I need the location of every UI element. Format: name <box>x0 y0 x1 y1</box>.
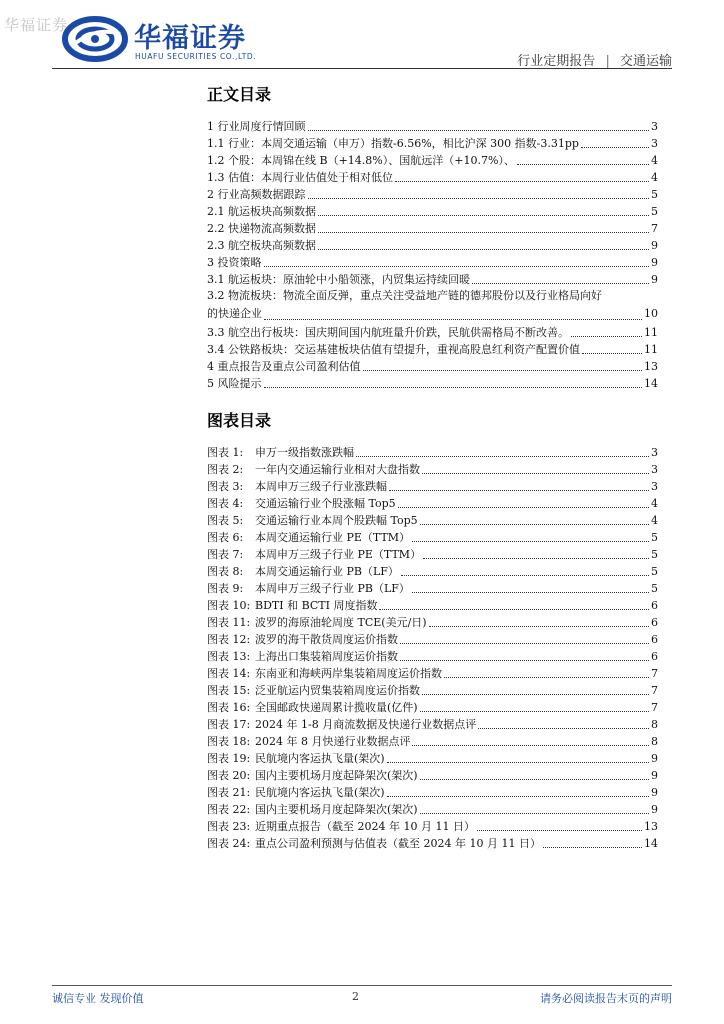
figure-entry-label: 国内主要机场月度起降架次(架次) <box>255 769 418 782</box>
toc-entry-label: 1.3 估值：本周行业估值处于相对低位 <box>207 171 393 184</box>
figure-entry-page: 4 <box>651 497 658 510</box>
toc-entry[interactable] <box>207 236 658 253</box>
figure-entry-title <box>207 616 427 630</box>
figure-entry-number: 图表 8: <box>207 565 244 578</box>
figure-dot-leader <box>543 847 642 848</box>
figure-entry-label: 本周交通运输行业 PB（LF） <box>255 565 399 578</box>
figure-entry-title <box>207 480 387 494</box>
figure-entry-label: 交通运输行业个股涨幅 Top5 <box>255 497 396 510</box>
figure-dot-leader <box>478 728 649 729</box>
toc-list <box>207 117 658 391</box>
figure-entry-label: 本周申万三级子行业涨跌幅 <box>255 480 387 493</box>
figure-dot-leader <box>420 524 649 525</box>
figure-entry-label: 2024 年 1-8 月商流数据及快递行业数据点评 <box>255 718 477 731</box>
company-logo <box>62 14 272 64</box>
figure-entry-label: 民航境内客运执飞量(架次) <box>255 786 385 799</box>
toc-dot-leader <box>582 353 642 354</box>
figure-entry-label: 近期重点报告（截至 2024 年 10 月 11 日） <box>255 820 475 833</box>
toc-entry[interactable] <box>207 270 658 287</box>
figure-entry-page: 7 <box>651 701 658 714</box>
figure-dot-leader <box>401 575 649 576</box>
toc-entry-label: 1.1 行业：本周交通运输（申万）指数-6.56%，相比沪深 300 指数-3.31pp <box>207 137 579 150</box>
footer-disclaimer: 请务必阅读报告末页的声明 <box>540 992 672 1005</box>
figure-entry-label: 东南亚和海峡两岸集装箱周度运价指数 <box>255 667 442 680</box>
figure-entry[interactable] <box>207 732 658 749</box>
figure-entry[interactable] <box>207 817 658 834</box>
figure-entry-label: BDTI 和 BCTI 周度指数 <box>255 599 378 612</box>
toc-dot-leader <box>318 232 649 233</box>
figure-entry-page: 3 <box>651 480 658 493</box>
header-separator: | <box>605 54 610 69</box>
toc-entry-page: 10 <box>644 307 658 320</box>
figure-entry[interactable] <box>207 477 658 494</box>
figure-entry-page: 6 <box>651 599 658 612</box>
figure-dot-leader <box>422 473 649 474</box>
figure-entry-page: 6 <box>651 633 658 646</box>
figure-entry[interactable] <box>207 698 658 715</box>
figure-entry-label: 重点公司盈利预测与估值表（截至 2024 年 10 月 11 日） <box>255 837 541 850</box>
toc-entry-page: 11 <box>644 343 658 356</box>
figure-entry-title <box>207 684 420 698</box>
toc-dot-leader <box>308 130 650 131</box>
figure-entry-title <box>207 514 418 528</box>
figure-entry[interactable] <box>207 783 658 800</box>
figure-entry-title <box>207 667 442 681</box>
figure-dot-leader <box>477 830 642 831</box>
figure-entry-number: 图表 10: <box>207 599 251 612</box>
figure-entry[interactable] <box>207 528 658 545</box>
figure-entry-page: 9 <box>651 752 658 765</box>
toc-entry[interactable] <box>207 219 658 236</box>
figure-entry-title <box>207 599 377 613</box>
toc-entry[interactable] <box>207 185 658 202</box>
figure-entry-number: 图表 3: <box>207 480 244 493</box>
figure-dot-leader <box>429 626 649 627</box>
figure-entry[interactable] <box>207 596 658 613</box>
page-number: 2 <box>352 990 359 1003</box>
figure-entry-label: 2024 年 8 月快递行业数据点评 <box>255 735 411 748</box>
figure-entry-label: 交通运输行业本周个股跌幅 Top5 <box>255 514 418 527</box>
toc-entry-page: 4 <box>651 154 658 167</box>
toc-entry[interactable] <box>207 357 658 374</box>
figure-entry-number: 图表 12: <box>207 633 251 646</box>
figure-dot-leader <box>444 677 649 678</box>
toc-entry-page: 3 <box>651 120 658 133</box>
figure-entry-title <box>207 446 354 460</box>
figure-dot-leader <box>420 813 649 814</box>
toc-entry-label: 5 风险提示 <box>207 377 262 390</box>
figure-entry-label: 本周申万三级子行业 PB（LF） <box>255 582 410 595</box>
figure-dot-leader <box>387 796 649 797</box>
figure-entry-title <box>207 786 385 800</box>
toc-title: 正文目录 <box>207 85 272 104</box>
figure-entry-number: 图表 4: <box>207 497 244 510</box>
figure-entry[interactable] <box>207 630 658 647</box>
report-header <box>517 50 672 69</box>
toc-dot-leader <box>571 336 642 337</box>
toc-entry-line2 <box>207 305 658 323</box>
figure-entry-page: 9 <box>651 803 658 816</box>
figure-entry[interactable] <box>207 715 658 732</box>
figure-entry-page: 8 <box>651 718 658 731</box>
figure-entry-number: 图表 13: <box>207 650 251 663</box>
toc-dot-leader <box>318 249 649 250</box>
figure-entry-number: 图表 14: <box>207 667 251 680</box>
toc-entry-label: 2 行业高频数据跟踪 <box>207 188 306 201</box>
figure-entry-page: 9 <box>651 769 658 782</box>
toc-entry-page: 11 <box>644 326 658 339</box>
figure-entry-number: 图表 20: <box>207 769 251 782</box>
toc-entry-page: 9 <box>651 256 658 269</box>
toc-entry-page: 5 <box>651 188 658 201</box>
figure-entry-page: 7 <box>651 684 658 697</box>
toc-dot-leader <box>264 319 642 320</box>
figure-entry[interactable] <box>207 749 658 766</box>
figure-entry-label: 民航境内客运执飞量(架次) <box>255 752 385 765</box>
toc-entry[interactable] <box>207 253 658 270</box>
figures-title: 图表目录 <box>207 411 272 430</box>
figure-entry-title <box>207 752 385 766</box>
figure-entry-page: 14 <box>644 837 658 850</box>
figure-entry[interactable] <box>207 834 658 851</box>
figure-entry-label: 国内主要机场月度起降架次(架次) <box>255 803 418 816</box>
toc-entry[interactable] <box>207 323 658 340</box>
toc-entry-label: 3.1 航运板块：原油轮中小船领涨，内贸集运持续回暖 <box>207 273 470 286</box>
figure-entry-page: 4 <box>651 514 658 527</box>
toc-entry-page: 9 <box>651 239 658 252</box>
toc-entry-page: 13 <box>644 360 658 373</box>
figure-entry-label: 波罗的海原油轮周度 TCE(美元/日) <box>255 616 427 629</box>
figure-entry-number: 图表 21: <box>207 786 251 799</box>
footer-divider <box>52 985 672 986</box>
figure-entry-title <box>207 548 421 562</box>
report-type: 行业定期报告 <box>517 54 596 69</box>
figure-entry-number: 图表 18: <box>207 735 251 748</box>
figure-entry-number: 图表 5: <box>207 514 244 527</box>
toc-entry-page: 9 <box>651 273 658 286</box>
figure-entry[interactable] <box>207 443 658 460</box>
figure-dot-leader <box>387 762 649 763</box>
figure-entry-title <box>207 820 475 834</box>
figure-dot-leader <box>422 694 649 695</box>
figure-entry-title <box>207 701 418 715</box>
figure-entry-title <box>207 531 410 545</box>
figure-entry-number: 图表 2: <box>207 463 244 476</box>
figure-entry[interactable] <box>207 460 658 477</box>
toc-entry-page: 5 <box>651 205 658 218</box>
figure-entry[interactable] <box>207 511 658 528</box>
toc-entry[interactable] <box>207 202 658 219</box>
figure-entry-page: 5 <box>651 548 658 561</box>
figure-entry[interactable] <box>207 579 658 596</box>
toc-dot-leader <box>395 181 649 182</box>
header-divider <box>52 68 672 69</box>
toc-entry-label: 3 投资策略 <box>207 256 262 269</box>
footer-slogan: 诚信专业 发现价值 <box>52 992 144 1005</box>
figure-dot-leader <box>412 592 649 593</box>
figure-entry-label: 一年内交通运输行业相对大盘指数 <box>255 463 420 476</box>
figure-entry-page: 3 <box>651 446 658 459</box>
figure-entry-label: 上海出口集装箱周度运价指数 <box>255 650 398 663</box>
toc-dot-leader <box>264 387 643 388</box>
toc-dot-leader <box>472 283 649 284</box>
brand-name-cn: 华福证券 <box>134 23 246 54</box>
figure-entry-title <box>207 497 396 511</box>
figures-list <box>207 443 658 851</box>
figure-entry-page: 5 <box>651 565 658 578</box>
figure-dot-leader <box>420 779 649 780</box>
figure-entry-number: 图表 6: <box>207 531 244 544</box>
figure-entry-number: 图表 7: <box>207 548 244 561</box>
figure-entry-title <box>207 650 398 664</box>
figure-entry-title <box>207 803 418 817</box>
toc-dot-leader <box>363 370 643 371</box>
toc-entry-label: 2.3 航空板块高频数据 <box>207 239 316 252</box>
toc-entry-label: 1.2 个股：本周锦在线 B（+14.8%）、国航远洋（+10.7%）、 <box>207 154 515 167</box>
toc-entry-label: 3.2 物流板块：物流全面反弹，重点关注受益地产链的德邦股份以及行业格局向好 <box>207 289 602 302</box>
figure-dot-leader <box>412 745 649 746</box>
figure-entry-number: 图表 22: <box>207 803 251 816</box>
figure-entry[interactable] <box>207 647 658 664</box>
toc-entry-label: 2.1 航运板块高频数据 <box>207 205 316 218</box>
figure-dot-leader <box>420 711 649 712</box>
figure-entry-page: 5 <box>651 582 658 595</box>
figure-entry[interactable] <box>207 562 658 579</box>
figure-dot-leader <box>356 456 649 457</box>
figure-entry-title <box>207 565 399 579</box>
figure-entry[interactable] <box>207 613 658 630</box>
toc-entry-label: 3.3 航空出行板块：国庆期间国内航班量升价跌，民航供需格局不断改善。 <box>207 326 569 339</box>
toc-entry-page: 14 <box>644 377 658 390</box>
toc-entry[interactable] <box>207 134 658 151</box>
toc-entry[interactable] <box>207 151 658 168</box>
toc-dot-leader <box>581 147 649 148</box>
figure-entry[interactable] <box>207 664 658 681</box>
figure-entry-title <box>207 633 398 647</box>
figure-entry-label: 申万一级指数涨跌幅 <box>255 446 354 459</box>
toc-entry[interactable] <box>207 117 658 134</box>
figure-entry[interactable] <box>207 800 658 817</box>
toc-entry[interactable] <box>207 374 658 391</box>
figure-entry[interactable] <box>207 545 658 562</box>
toc-entry-label: 3.4 公铁路板块：交运基建板块估值有望提升，重视高股息红利资产配置价值 <box>207 343 580 356</box>
watermark: 华福证券 <box>4 16 69 34</box>
figure-entry-label: 泛亚航运内贸集装箱周度运价指数 <box>255 684 420 697</box>
figure-entry[interactable] <box>207 494 658 511</box>
toc-entry-page: 4 <box>651 171 658 184</box>
figure-entry-title <box>207 463 420 477</box>
figure-dot-leader <box>423 558 649 559</box>
figure-dot-leader <box>400 660 649 661</box>
figure-entry-page: 8 <box>651 735 658 748</box>
figure-entry[interactable] <box>207 681 658 698</box>
figure-dot-leader <box>379 609 649 610</box>
figure-dot-leader <box>389 490 649 491</box>
toc-entry[interactable] <box>207 340 658 357</box>
figure-dot-leader <box>400 643 649 644</box>
toc-entry-label-cont: 的快递企业 <box>207 307 262 320</box>
toc-entry-page: 3 <box>651 137 658 150</box>
figure-entry-page: 6 <box>651 650 658 663</box>
toc-dot-leader <box>318 215 649 216</box>
toc-entry-page: 7 <box>651 222 658 235</box>
figure-entry-label: 全国邮政快递周累计揽收量(亿件) <box>255 701 418 714</box>
figure-entry-page: 5 <box>651 531 658 544</box>
figure-entry-number: 图表 17: <box>207 718 251 731</box>
toc-entry-label: 2.2 快递物流高频数据 <box>207 222 316 235</box>
figure-entry-label: 本周交通运输行业 PE（TTM） <box>255 531 411 544</box>
figure-entry-number: 图表 24: <box>207 837 251 850</box>
toc-entry-label: 4 重点报告及重点公司盈利估值 <box>207 360 361 373</box>
figure-entry-number: 图表 9: <box>207 582 244 595</box>
figure-dot-leader <box>412 541 649 542</box>
toc-dot-leader <box>517 164 649 165</box>
figure-entry-title <box>207 582 410 596</box>
figure-entry-title <box>207 735 410 749</box>
toc-entry[interactable] <box>207 287 658 323</box>
industry-name: 交通运输 <box>619 54 672 69</box>
figure-entry-page: 3 <box>651 463 658 476</box>
figure-entry-page: 9 <box>651 786 658 799</box>
figure-entry-title <box>207 718 476 732</box>
toc-dot-leader <box>308 198 650 199</box>
figure-dot-leader <box>398 507 649 508</box>
figure-entry-title <box>207 769 418 783</box>
figure-entry-number: 图表 11: <box>207 616 251 629</box>
toc-entry[interactable] <box>207 168 658 185</box>
logo-swirl-icon <box>62 14 128 64</box>
figure-entry[interactable] <box>207 766 658 783</box>
figure-entry-label: 波罗的海干散货周度运价指数 <box>255 633 398 646</box>
toc-dot-leader <box>264 266 650 267</box>
figure-entry-page: 7 <box>651 667 658 680</box>
figure-entry-number: 图表 16: <box>207 701 251 714</box>
figure-entry-label: 本周申万三级子行业 PE（TTM） <box>255 548 422 561</box>
brand-name-en: HUAFU SECURITIES CO.,LTD. <box>135 52 257 61</box>
toc-entry-label: 1 行业周度行情回顾 <box>207 120 306 133</box>
figure-entry-title <box>207 837 541 851</box>
figure-entry-number: 图表 15: <box>207 684 251 697</box>
figure-entry-page: 13 <box>644 820 658 833</box>
figure-entry-number: 图表 23: <box>207 820 251 833</box>
figure-entry-page: 6 <box>651 616 658 629</box>
figure-entry-number: 图表 19: <box>207 752 251 765</box>
figure-entry-number: 图表 1: <box>207 446 244 459</box>
